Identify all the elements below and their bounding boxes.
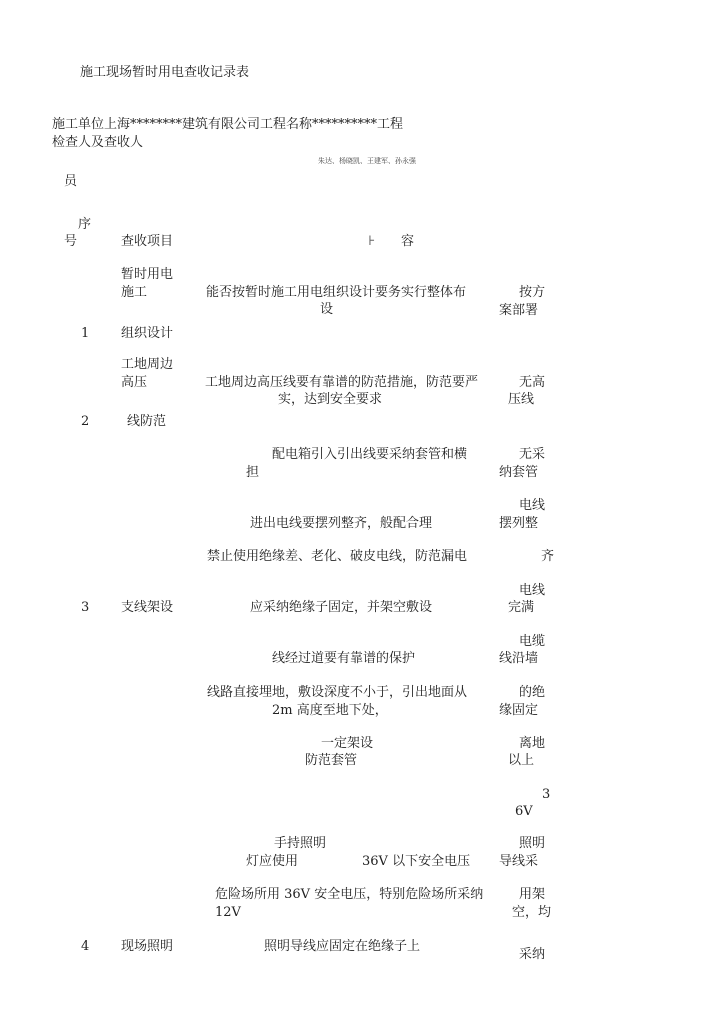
- row4-result-1b: 导线采: [499, 854, 539, 869]
- row4-content-3: 照明导线应固定在绝缘子上: [264, 939, 421, 954]
- row2-content-2: 实，达到安全要求: [278, 392, 383, 407]
- row3-result-1: 无采: [519, 447, 546, 462]
- row3-result-5b: 线沿墙: [499, 651, 539, 666]
- row3-result-5: 电缆: [519, 634, 546, 649]
- header-content-mark: ⊦: [368, 234, 376, 249]
- row3-content-7b: 防范套管: [305, 753, 358, 768]
- row3-number: 3: [81, 600, 90, 615]
- row3-content-6: 线路直接埋地，敷设深度不小于，引出地面从: [207, 685, 468, 700]
- row3-content-6b: 2m 高度至地下处，: [272, 703, 388, 718]
- row4-content-1: 手持照明: [274, 836, 327, 851]
- inspector-label: 检查人及查收人: [52, 135, 144, 150]
- row3-result-7: 离地: [519, 736, 546, 751]
- row2-subitem: 工地周边: [121, 357, 174, 372]
- row3-result-1b: 纳套管: [499, 465, 539, 480]
- row3-result-6: 的绝: [519, 685, 546, 700]
- row3-result-2: 电线: [519, 498, 546, 513]
- row1-content-2: 设: [320, 302, 334, 317]
- header-item: 查收项目: [121, 234, 174, 249]
- row2-number: 2: [81, 414, 90, 429]
- row3-result-8b: 6V: [515, 804, 533, 819]
- row1-subitem-2: 施工: [121, 285, 148, 300]
- row4-number: 4: [81, 939, 90, 954]
- row4-item: 现场照明: [121, 939, 174, 954]
- row4-result-2b: 空，均: [512, 905, 552, 920]
- row2-result: 无高: [519, 375, 546, 390]
- row3-content-2: 进出电线要摆列整齐，般配合理: [250, 516, 433, 531]
- row3-content-4: 应采纳绝缘子固定，并架空敷设: [250, 600, 433, 615]
- row2-result-2: 压线: [508, 392, 535, 407]
- row4-result-1: 照明: [519, 836, 546, 851]
- row3-result-6b: 缘固定: [499, 703, 539, 718]
- row3-result-8: 3: [542, 787, 551, 802]
- row3-item: 支线架设: [121, 600, 174, 615]
- row3-result-4b: 完满: [508, 600, 535, 615]
- row2-item: 线防范: [127, 414, 167, 429]
- row1-result: 按方: [519, 285, 546, 300]
- row3-result-2b: 摆列整: [499, 516, 539, 531]
- row3-content-1: 配电箱引入引出线要采纳套管和横: [272, 447, 468, 462]
- header-seq-2: 号: [64, 234, 78, 249]
- row4-result-2: 用架: [519, 887, 546, 902]
- unit-line: 施工单位上海********建筑有限公司工程名称**********工程: [52, 117, 404, 132]
- header-seq: 序: [78, 217, 92, 232]
- row1-item: 组织设计: [121, 326, 174, 341]
- row4-content-1b: 灯应使用: [246, 854, 299, 869]
- row3-result-7b: 以上: [508, 753, 535, 768]
- row2-content: 工地周边高压线要有靠谱的防范措施，防范要严: [205, 375, 479, 390]
- row1-result-2: 案部署: [499, 303, 539, 318]
- row3-content-5: 线经过道要有靠谱的保护: [272, 651, 416, 666]
- row1-number: 1: [81, 326, 90, 341]
- row3-content-1b: 担: [246, 465, 260, 480]
- row1-content: 能否按暂时施工用电组织设计要务实行整体布: [206, 285, 467, 300]
- header-content: 容: [401, 234, 415, 249]
- row4-content-2: 危险场所用 36V 安全电压，特别危险场所采纳: [215, 887, 484, 902]
- inspector-label-cont: 员: [64, 174, 78, 189]
- row3-content-7: 一定架设: [321, 736, 374, 751]
- row4-content-2b: 12V: [215, 905, 241, 920]
- page-title: 施工现场暂时用电查收记录表: [80, 65, 250, 80]
- row3-result-4: 电线: [519, 583, 546, 598]
- row1-subitem: 暂时用电: [121, 267, 174, 282]
- row4-result-3: 采纳: [519, 947, 546, 962]
- row3-content-3: 禁止使用绝缘差、老化、破皮电线，防范漏电: [207, 549, 468, 564]
- row4-content-1c: 36V 以下安全电压: [362, 854, 471, 869]
- row3-result-3: 齐: [541, 549, 555, 564]
- inspector-names: 朱达、杨晓凯、王建军、孙永强: [318, 157, 416, 165]
- row2-subitem-2: 高压: [121, 375, 148, 390]
